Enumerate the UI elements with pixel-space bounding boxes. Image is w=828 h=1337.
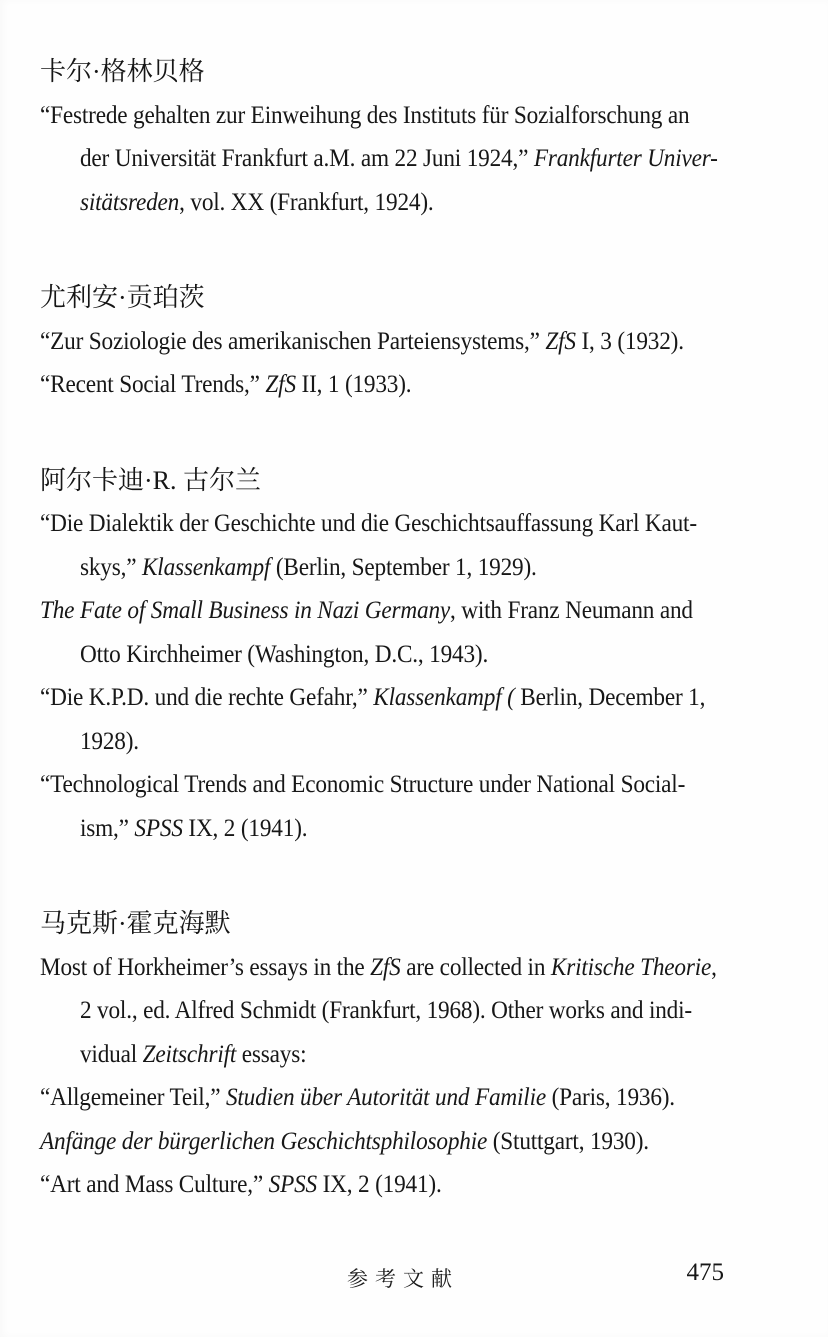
entry-line bbox=[40, 633, 736, 677]
entry-line bbox=[40, 1076, 736, 1120]
entry-line bbox=[40, 1163, 736, 1207]
text-segment: Berlin, December 1, bbox=[514, 684, 706, 711]
text-segment: IX, 2 (1941). bbox=[182, 814, 308, 842]
text-segment: “Festrede gehalten zur Einweihung des Instituts für Sozialforschung an bbox=[40, 101, 690, 129]
entry-line bbox=[40, 989, 736, 1033]
author-heading: 马克斯·霍克海默 bbox=[40, 909, 231, 938]
italic-text-segment: ZfS bbox=[545, 327, 576, 355]
text-segment: , bbox=[711, 953, 717, 981]
text-segment: Most of Horkheimer’s essays in the bbox=[40, 953, 371, 981]
text-segment: “Die Dialektik der Geschichte und die Geschichtsauffassung Karl Kaut- bbox=[40, 510, 697, 537]
text-segment: (Berlin, September 1, 1929). bbox=[270, 553, 537, 581]
text-segment: , with Franz Neumann and bbox=[450, 597, 693, 624]
text-segment: “Recent Social Trends,” bbox=[40, 371, 266, 398]
entry-line bbox=[40, 946, 736, 990]
bibliography-entry bbox=[40, 94, 788, 225]
bibliography-entry bbox=[40, 363, 788, 407]
text-segment: 2 vol., ed. Alfred Schmidt (Frankfurt, 1968). Other works and indi- bbox=[79, 997, 692, 1024]
text-segment: skys,” bbox=[79, 553, 142, 581]
text-segment: 1928). bbox=[79, 727, 139, 755]
italic-text-segment: Studien über Autorität und Familie bbox=[225, 1084, 546, 1111]
bibliography-entry bbox=[40, 502, 788, 589]
text-segment: “Zur Soziologie des amerikanischen Parteiensystems,” bbox=[40, 327, 546, 355]
text-segment: vidual bbox=[79, 1040, 143, 1068]
bibliography-entry bbox=[40, 946, 788, 1077]
text-segment: “Die K.P.D. und die rechte Gefahr,” bbox=[40, 684, 374, 711]
bibliography bbox=[40, 50, 788, 1207]
bibliography-entry bbox=[40, 589, 788, 676]
entry-line bbox=[40, 676, 736, 720]
text-segment: “Technological Trends and Economic Structure under National Social- bbox=[40, 771, 686, 798]
italic-text-segment: Klassenkampf ( bbox=[373, 684, 515, 711]
entry-line bbox=[40, 763, 736, 807]
bibliography-section bbox=[40, 276, 788, 407]
bibliography-entry bbox=[40, 1076, 788, 1120]
bibliography-section bbox=[40, 459, 788, 851]
page-number: 475 bbox=[686, 1259, 724, 1286]
text-segment: der Universität Frankfurt a.M. am 22 Juni 1924,” bbox=[79, 145, 534, 172]
entry-line bbox=[40, 94, 736, 138]
entry-line bbox=[40, 137, 736, 181]
entry-line bbox=[40, 320, 736, 364]
entry-line bbox=[40, 502, 736, 546]
entry-line bbox=[40, 546, 736, 590]
author-heading: 尤利安·贡珀茨 bbox=[40, 283, 205, 312]
bibliography-entry bbox=[40, 676, 788, 763]
bibliography-entry bbox=[40, 320, 788, 364]
text-segment: “Allgemeiner Teil,” bbox=[40, 1084, 226, 1111]
text-segment: are collected in bbox=[400, 953, 551, 981]
entry-line bbox=[40, 1033, 736, 1077]
italic-text-segment: sitätsreden bbox=[79, 188, 180, 216]
italic-text-segment: Frankfurter Univer- bbox=[533, 145, 718, 172]
text-segment: essays: bbox=[236, 1040, 307, 1068]
italic-text-segment: Zeitschrift bbox=[142, 1040, 237, 1068]
text-segment: , vol. XX (Frankfurt, 1924). bbox=[179, 188, 434, 216]
entry-line bbox=[40, 181, 736, 225]
bibliography-entry bbox=[40, 1163, 788, 1207]
italic-text-segment: The Fate of Small Business in Nazi Germany bbox=[40, 597, 451, 624]
italic-text-segment: ZfS bbox=[370, 953, 401, 981]
text-segment: Otto Kirchheimer (Washington, D.C., 1943). bbox=[79, 640, 489, 668]
bibliography-entry bbox=[40, 763, 788, 850]
entry-line bbox=[40, 1120, 736, 1164]
entry-line bbox=[40, 589, 736, 633]
text-segment: “Art and Mass Culture,” bbox=[40, 1171, 269, 1198]
text-segment: ism,” bbox=[79, 814, 135, 842]
text-segment: II, 1 (1933). bbox=[295, 371, 412, 398]
italic-text-segment: Anfänge der bürgerlichen Geschichtsphilosophie bbox=[40, 1127, 488, 1155]
author-heading: 阿尔卡迪·R. 古尔兰 bbox=[40, 465, 262, 495]
bibliography-section bbox=[40, 50, 788, 224]
italic-text-segment: SPSS bbox=[134, 814, 183, 842]
text-segment: (Stuttgart, 1930). bbox=[487, 1127, 649, 1155]
footer-section-label: 参考文献 bbox=[347, 1267, 459, 1291]
italic-text-segment: Kritische Theorie bbox=[550, 953, 712, 981]
entry-line bbox=[40, 807, 736, 851]
text-segment: IX, 2 (1941). bbox=[316, 1171, 442, 1198]
italic-text-segment: ZfS bbox=[265, 371, 296, 398]
bibliography-section bbox=[40, 902, 788, 1207]
entry-line bbox=[40, 363, 736, 407]
italic-text-segment: Klassenkampf bbox=[141, 553, 271, 581]
text-segment: (Paris, 1936). bbox=[545, 1084, 675, 1111]
author-heading: 卡尔·格林贝格 bbox=[40, 57, 205, 86]
entry-line bbox=[40, 720, 736, 764]
bibliography-entry bbox=[40, 1120, 788, 1164]
italic-text-segment: SPSS bbox=[268, 1171, 317, 1198]
text-segment: I, 3 (1932). bbox=[575, 327, 684, 355]
